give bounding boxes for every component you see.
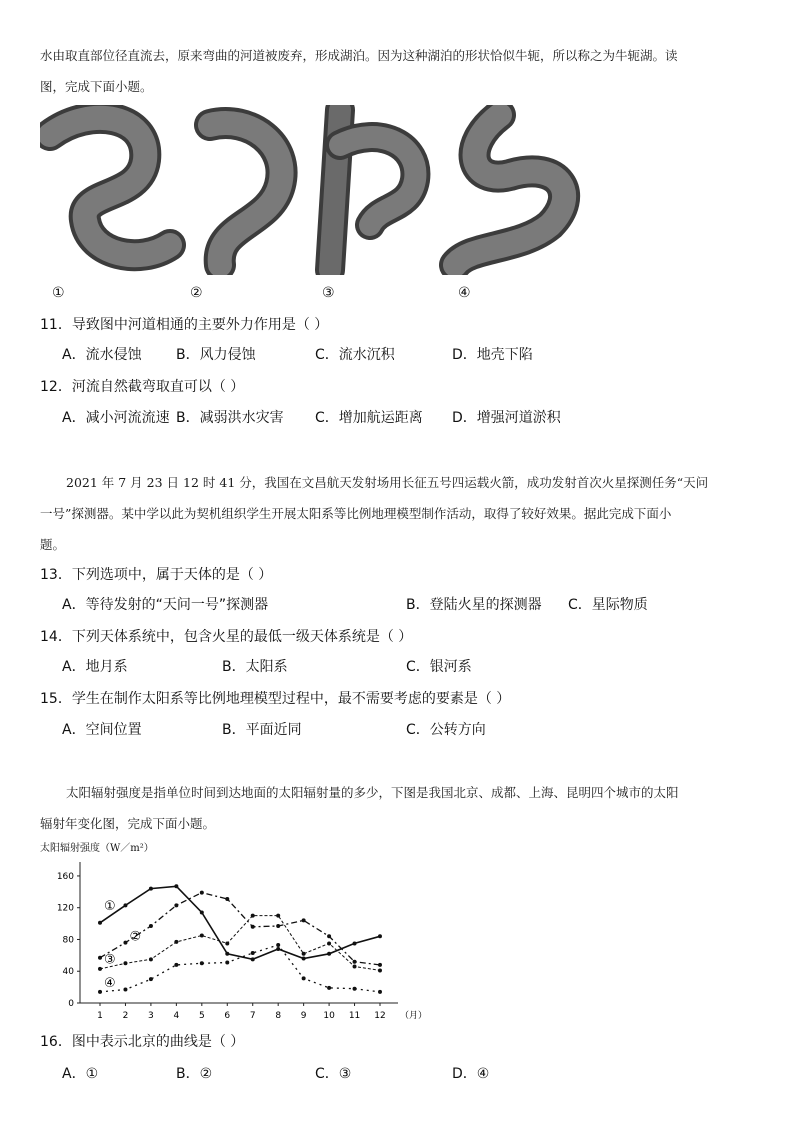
q12-option-a[interactable]: A．减小河流流速 [62,410,170,426]
q15-option-a[interactable]: A．空间位置 [62,722,142,738]
series-3-point [276,914,280,918]
series-4-point [123,988,127,992]
series-2-point [98,956,102,960]
question-16: 16．图中表示北京的曲线是（ ） [40,1034,245,1050]
q16-option-b[interactable]: B．② [176,1066,213,1082]
x-tick-label: 4 [173,1011,180,1021]
y-tick-label: 0 [68,999,74,1009]
series-1-point [378,934,382,938]
series-3-point [302,952,306,956]
intro-line: 太阳辐射强度是指单位时间到达地面的太阳辐射量的多少，下图是我国北京、成都、上海、昆明四个城市的太阳 [66,785,679,800]
series-label-2: ② [129,929,142,945]
q12-option-c[interactable]: C．增加航运距离 [315,410,423,426]
q14-option-b[interactable]: B．太阳系 [222,659,288,675]
intro-line: 2021 年 7 月 23 日 12 时 41 分，我国在文昌航天发射场用长征五号四运载火箭，成功发射首次火星探测任务“天问 [66,475,709,490]
q12-option-d[interactable]: D．增强河道淤积 [452,410,561,426]
series-3-point [225,941,229,945]
y-tick-label: 80 [62,935,74,946]
q13-option-c[interactable]: C．星际物质 [568,597,648,613]
series-1-point [276,947,280,951]
series-2-point [225,897,229,901]
series-2-point [353,960,357,964]
intro-paragraph-oxbow [40,40,758,102]
series-3-point [251,914,255,918]
q16-option-c[interactable]: C．③ [315,1066,352,1082]
intro-line: 图，完成下面小题。 [40,79,153,94]
series-2-point [149,924,153,928]
q15-option-b[interactable]: B．平面近同 [222,722,302,738]
x-tick-label: 11 [348,1011,361,1021]
q13-option-a[interactable]: A．等待发射的“天问一号”探测器 [62,597,269,613]
series-line-2 [100,893,380,968]
series-label-3: ③ [104,952,116,968]
series-3-point [98,967,102,971]
question-15: 15．学生在制作太阳系等比例地理模型过程中，最不需要考虑的要素是（ ） [40,691,511,707]
series-1-point [200,910,204,914]
question-14: 14．下列天体系统中，包含火星的最低一级天体系统是（ ） [40,629,413,645]
series-3-point [327,941,331,945]
meander-river-figure [40,105,600,275]
series-3-point [200,934,204,938]
series-4-point [378,990,382,994]
series-4-point [327,986,331,990]
x-tick-label: 6 [224,1011,231,1021]
series-3-point [353,964,357,968]
x-tick-label: 2 [122,1011,129,1021]
series-1-point [327,952,331,956]
series-3-point [174,940,178,944]
series-4-point [302,976,306,980]
series-1-point [98,921,102,925]
x-axis-label: （月） [400,1011,428,1021]
series-1-point [174,884,178,888]
question-13: 13．下列选项中，属于天体的是（ ） [40,567,273,583]
series-label-1: ① [104,899,116,915]
series-2-point [302,918,306,922]
series-4-point [149,977,153,981]
series-2-point [174,903,178,907]
q15-option-c[interactable]: C．公转方向 [406,722,486,738]
series-2-point [327,934,331,938]
meander-1 [50,118,170,255]
series-4-point [225,961,229,965]
y-axis-label: 太阳辐射强度（W／m²） [40,843,154,854]
series-2-point [276,924,280,928]
series-1-point [149,887,153,891]
series-2-point [200,891,204,895]
series-4-point [353,987,357,991]
q16-option-a[interactable]: A．① [62,1066,99,1082]
series-1-point [353,941,357,945]
y-tick-label: 160 [56,871,74,882]
q14-option-a[interactable]: A．地月系 [62,659,128,675]
q11-option-d[interactable]: D．地壳下陷 [452,347,533,363]
q12-option-b[interactable]: B．减弱洪水灾害 [176,410,284,426]
question-11: 11．导致图中河道相通的主要外力作用是（ ） [40,317,329,333]
series-4-point [276,943,280,947]
intro-line: 题。 [40,537,66,552]
meander-label-3: ③ [322,285,335,301]
series-line-3 [100,916,380,971]
series-2-point [378,963,382,967]
series-line-4 [100,945,380,992]
x-tick-label: 12 [374,1011,386,1021]
meander-4 [455,115,564,265]
x-tick-label: 5 [198,1011,205,1021]
q14-option-c[interactable]: C．银河系 [406,659,472,675]
x-tick-label: 10 [323,1011,335,1021]
q11-option-b[interactable]: B．风力侵蚀 [176,347,256,363]
y-tick-label: 40 [62,967,74,978]
meander-label-2: ② [190,285,203,301]
meander-label-1: ① [52,285,65,301]
question-12: 12．河流自然截弯取直可以（ ） [40,379,245,395]
meander-2 [210,123,282,265]
series-1-point [225,952,229,956]
series-3-point [149,957,153,961]
intro-line: 辐射年变化图，完成下面小题。 [40,816,216,831]
x-tick-label: 7 [249,1011,256,1021]
series-1-point [123,903,127,907]
intro-paragraph-radiation [40,777,758,839]
x-tick-label: 8 [275,1011,282,1021]
intro-line: 一号”探测器。某中学以此为契机组织学生开展太阳系等比例地理模型制作活动，取得了较好效果。据此完成下面小 [40,506,672,521]
series-2-point [123,941,127,945]
series-1-point [251,957,255,961]
x-tick-label: 1 [97,1011,103,1021]
q16-option-d[interactable]: D．④ [452,1066,490,1082]
intro-paragraph-tianwen [40,467,758,560]
q11-option-a[interactable]: A．流水侵蚀 [62,347,142,363]
series-4-point [98,990,102,994]
series-4-point [200,961,204,965]
series-label-4: ④ [104,976,116,992]
meander-3 [330,110,415,270]
series-2-point [251,925,255,929]
x-tick-label: 3 [148,1011,154,1021]
series-1-point [302,957,306,961]
y-tick-label: 120 [56,903,74,914]
series-line-1 [100,886,380,959]
meander-label-4: ④ [458,285,471,301]
q13-option-b[interactable]: B．登陆火星的探测器 [406,597,542,613]
series-4-point [251,951,255,955]
intro-line: 水由取直部位径直流去，原来弯曲的河道被废弃，形成湖泊。因为这种湖泊的形状恰似牛轭，所以称之为牛轭湖。读 [40,48,678,63]
q11-option-c[interactable]: C．流水沉积 [315,347,395,363]
series-4-point [174,963,178,967]
series-3-point [378,968,382,972]
solar-radiation-chart [40,838,430,1028]
series-3-point [123,961,127,965]
x-tick-label: 9 [300,1011,307,1021]
